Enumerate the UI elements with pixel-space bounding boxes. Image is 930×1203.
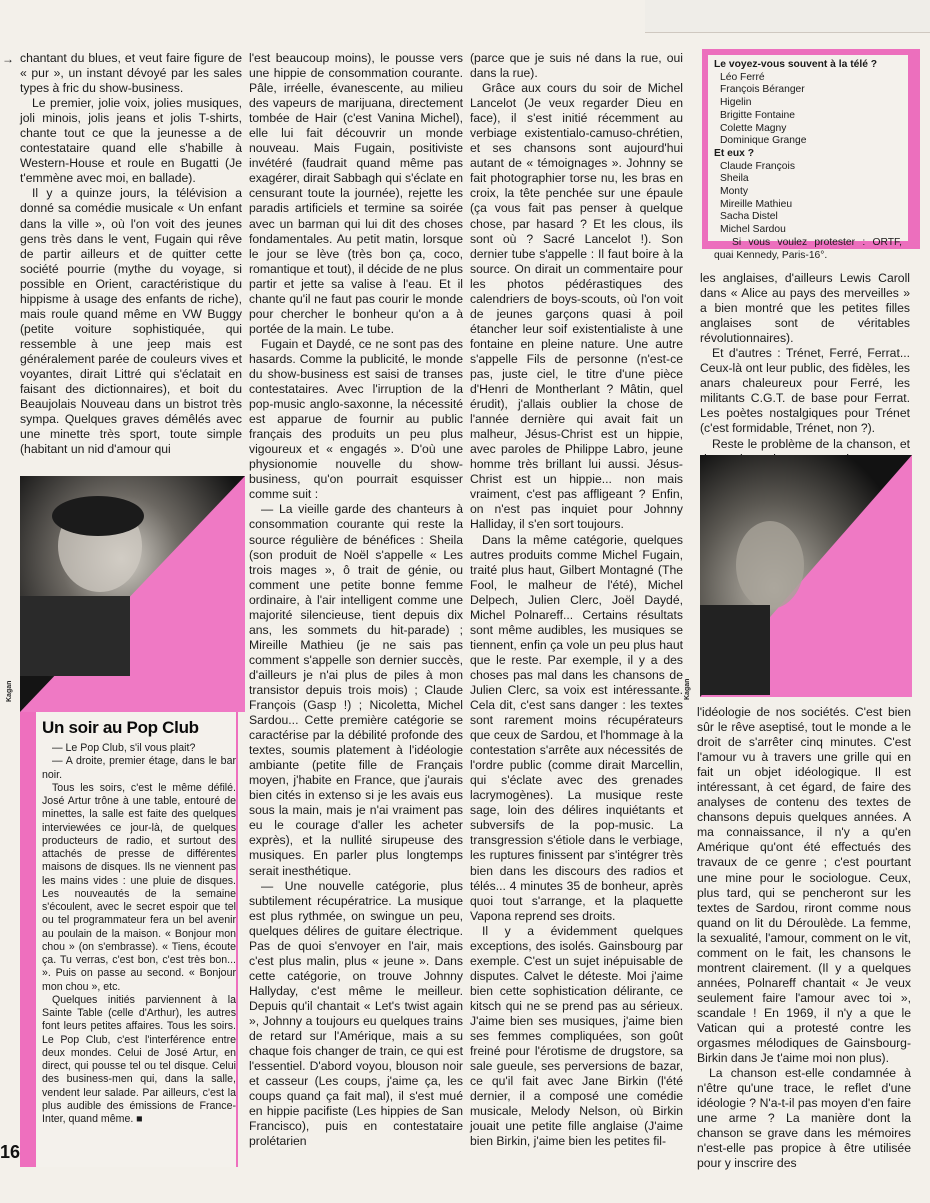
artist-name: Dominique Grange bbox=[720, 135, 807, 147]
paragraph: Dans la même catégorie, quelques autres produits comme Michel Fugain, traité plus haut, Gilbert Montagné (The Fool, le malheur de l'été), Michel Delpech, Julien Clerc, Joël Daydé, Michel Polnareff... Certains résultats sont même audibles, les musiques se tiennent, enfin ça vole un peu plus haut que le reste. Par exemple, il y a des choses pas mal dans les chansons de Julien Clerc, sa voix est intéressante. Cela dit, c'est sans danger : les textes sont rarement moins récupérateurs que ceux de Sardou, et l'hommage à la contestation s'arrête aux nécessités de l'ordre public (comme dirait Marcellin, qui s'éclate avec des grenades lacrymogènes). La musique reste sage, loin des délires inquiétants et subversifs de la pop-music. La transgression s'étiole dans le verbiage, les ruptures finissent par s'intégrer très bien dans les discours des radios et télés... 4 minutes 35 de bonheur, après quoi tout s'arrange, et la plaquette Vapona reprend ses droits. bbox=[470, 532, 683, 923]
tv-box-panel bbox=[708, 55, 908, 261]
paragraph: La chanson est-elle condamnée à n'être qu'une trace, le reflet d'une idéologie ? N'a-t-il pas moyen d'en faire une arme ? La manière dont la chanson se grave dans les mémoires n'est-elle pas propice à être utilisée pour y inscrire des bbox=[697, 1066, 911, 1171]
paragraph: les anglaises, d'ailleurs Lewis Caroll dans « Alice au pays des merveilles » a bien montré que les petites filles anglaises sont de véritables révolutionnaires). bbox=[700, 271, 910, 346]
artist-name: Sheila bbox=[720, 173, 749, 185]
tv-question-box bbox=[702, 49, 920, 261]
protest-address: Si vous voulez protester : ORTF, quai Kennedy, Paris-16°. bbox=[714, 236, 902, 261]
paragraph: Et d'autres : Trénet, Ferré, Ferrat... Ceux-là ont leur public, des fidèles, les anars chaleureux pour Ferré, les militants C.G.T. de base pour Ferrat. Les poètes nostalgiques pour Trénet (c'est formidable, Trénet, non ?). bbox=[700, 346, 910, 436]
artist-name: Claude François bbox=[720, 160, 795, 172]
sidebar-paragraph: Tous les soirs, c'est le même défilé. José Artur trône à une table, entouré de minettes, la salle est faite des quelques interviewées ce jour-là, de quelques producteurs de radio, et surtout des attachés de presse de différentes maisons de disques. Ils ne viennent pas les mains vides : une pluie de disques. Les nouveautés de la semaine s'écoulent, avec le secret espoir que tel ou tel programmateur fera un bel avenir au poulain de la maison. « Bonjour mon chou » (on s'embrasse). « Tiens, écoute ça. Tu verras, c'est bon, c'est très bon... ». Puis on passe au second. « Bonjour mon chou », etc. bbox=[42, 781, 236, 993]
artist-name: Monty bbox=[720, 186, 749, 198]
column-d-continued bbox=[697, 705, 911, 1171]
paragraph: Il y a quinze jours, la télévision a donné sa comédie musicale « Un enfant dans la ville », où l'on voit des jeunes gens très dans le vent, Fugain qui rêve de partir ailleurs et de quitter cette société pourrie (mythe du voyage, si possible en Orient, caractéristique du hippisme à usage des enfants de riche), mais roule quand même en VW Buggy (petite voiture sophistiquée, qui ressemble à une jeep mais est généralement parée de couleurs vives et voyantes, dirait Littré qui s'éclatait en faisant des dictionnaires), et boit du Beaujolais Nouveau dans un bistrot très sympa. Quelques graves démêlés avec une minette très sport, toute simple (habitant un nid d'amour qui bbox=[20, 186, 242, 457]
paragraph: Le premier, jolie voix, jolies musiques, joli minois, jolis jeans et jolis T-shirts, chante tout ce que la jeunesse a de contestataire quand elle s'habille à Western-House et roule en Bugatti (Je t'emmène avec moi, en ballade). bbox=[20, 96, 242, 186]
artist-name: Michel Sardou bbox=[720, 224, 786, 236]
paragraph: Grâce aux cours du soir de Michel Lancelot (Je veux regarder Dieu en face), il s'est initié récemment au verbiage existentialo-camuso-chrétien, et ses chansons sont aujourd'hui autant de « témoignages ». Johnny se fait photographier torse nu, les bras en croix, la tête penchée sur une épaule (ça vous fait pas penser à quelque chose, par hasard ? Et les clous, ils sont où ? Sacré Lancelot !). Son dernier tube s'appelle : Il faut boire à la source. On dirait un commentaire pour les photos pédérastiques des calendriers de boys-scouts, où l'on voit de jeunes garçons quasi à poil étancher leur soif existentialiste à une fontaine en pleine nature. Une autre s'appelle Fils de personne (n'est-ce pas, juste ciel, le titre d'une pièce d'Henri de Montherlant ? Mâtin, quel érudit), j'allais oublier la chose de l'année dernière qui avait fait un malheur, Jésus-Christ est un hippie, avec paroles de Philippe Labro, jeune homme très brillant lui aussi. Jésus-Christ est un hippie... non mais vraiment, c'est pas affligeant ? Enfin, on n'est pas inquiet pour Johnny Halliday, il s'en sort toujours. bbox=[470, 81, 683, 532]
sidebar-title: Un soir au Pop Club bbox=[42, 718, 199, 737]
artist-name: Sacha Distel bbox=[720, 211, 778, 223]
paragraph: Reste le problème de la chanson, et bbox=[712, 436, 910, 451]
sidebar-paragraph: — A droite, premier étage, dans le bar noir. bbox=[42, 755, 236, 781]
paragraph: Il y a évidemment quelques exceptions, des isolés. Gainsbourg par exemple. C'est un sujet inépuisable de disputes. Calvet le déteste. Moi j'aime bien cette sophistication délirante, ce kitsch qui ne se prend pas au sérieux. J'aime bien ses musiques, j'aime bien ses femmes compliquées, son goût freiné pour l'érotisme de drugstore, sa sale gueule, ses perversions de bazar, ce qu'il fait avec Jane Birkin (l'été dernier, il a composé une comédie musicale, Melody Nelson, où Birkin jouait une petite fille anglaise (J'aime bien Birkin, j'aime bien les petites fil- bbox=[470, 923, 683, 1149]
column-b bbox=[249, 51, 463, 1149]
sidebar-paragraph: Quelques initiés parviennent à la Sainte Table (celle d'Arthur), les autres font leurs petites affaires. Tous les soirs. Le Pop Club, c'est l'interférence entre deux mondes. Celui de José Artur, en direct, qui pousse tel ou tel disque. Celui des business-men qui, dans la salle, vendent leur salade. Par ailleurs, c'est la plus audible des émissions de France-Inter, quand même. ■ bbox=[42, 993, 236, 1125]
column-a bbox=[20, 51, 242, 457]
photo-credit-left: Kagan bbox=[6, 680, 13, 702]
photo-image bbox=[20, 476, 245, 712]
artist-name: François Béranger bbox=[720, 84, 805, 96]
artist-name: Mireille Mathieu bbox=[720, 198, 793, 210]
sidebar-paragraph: — Le Pop Club, s'il vous plait? bbox=[52, 742, 196, 754]
tv-question-1: Le voyez-vous souvent à la télé ? bbox=[714, 59, 878, 70]
artist-name: Léo Ferré bbox=[720, 71, 765, 83]
paragraph: — La vieille garde des chanteurs à consommation courante qui reste la source régulière de bénéfices : Sheila (son produit de Noël s'appelle « Les trois mages », ô trait de génie, ou comment une petite bonne femme ordinaire, à l'air intelligent comme une majorité silencieuse, tient depuis dix ans, les sommets du hit-parade) ; Mireille Mathieu (je ne sais pas comment s'appelle son dernier succès, d'ailleurs je n'ai plus de piles à mon transistor depuis trois mois) ; Claude François (Gasp !) ; Nicoletta, Michel Sardou... Cette première catégorie se caractérise par la débilité profonde des textes, soumis platement à l'idéologie ambiante (petite fille de Français moyen, j'habite en France, que j'aurais bien cités in extenso si je les avais eus sous la main, mais je n'ai vraiment pas eu le courage d'aller les acheter exprès), et la nullité sirupeuse des musiques. En parler plus longtemps serait inesthétique. bbox=[249, 502, 463, 878]
paragraph: (parce que je suis né dans la rue, oui dans la rue). bbox=[470, 51, 683, 81]
tv-question-2: Et eux ? bbox=[714, 147, 755, 159]
paragraph: Fugain et Daydé, ce ne sont pas des hasards. Comme la publicité, le monde du show-business est saisi de transes contestataires. Avec l'irruption de la pop-music anglo-saxonne, la nécessité est apparue de fournir au public français des produits un peu plus vigoureux et « engagés ». D'où une physionomie nouvelle du show-business, qu'on pourrait esquisser comme suit : bbox=[249, 336, 463, 502]
photo-singer-left bbox=[20, 476, 245, 712]
artist-name: Brigitte Fontaine bbox=[720, 109, 795, 121]
sidebar-pop-club bbox=[20, 712, 238, 1167]
artist-name: Colette Magny bbox=[720, 122, 787, 134]
column-c bbox=[470, 51, 683, 1149]
column-d bbox=[700, 271, 910, 467]
paragraph: chantant du blues, et veut faire figure de « pur », un instant dévoyé par les sales types à fric du show-business. bbox=[20, 51, 242, 96]
paragraph: — Une nouvelle catégorie, plus subtilement récupératrice. La musique est plus rythmée, on swingue un peu, quelques délires de guitare électrique. Pas de quoi s'envoyer en l'air, mais c'est plus malin, plus « jeune ». Dans cette catégorie, on trouve Johnny Hallyday, c'est même le meilleur. Depuis qu'il chantait « Let's twist again », Johnny a toujours eu quelques trains de retard sur l'Amérique, mais a su chaque fois changer de train, ce qui est l'essentiel. D'abord voyou, blouson noir et casseur (Les coups, j'aime ça, les coups quand ça fait mal), il s'est mué en hippie pacifiste (Les hippies de San Francisco), puis en contestataire prolétarien bbox=[249, 878, 463, 1149]
paragraph: l'idéologie de nos sociétés. C'est bien sûr le rêve aseptisé, tout le monde a le droit de s'arrêter cinq minutes. C'est l'amour vu à travers une grille qui en fait un objet idéologique. Il est intéressant, à cet égard, de faire des analyses de contenu des textes de chansons depuis quelques années. A ma connaissance, il n'y a qu'en Amérique qu'ont été effectués des travaux de ce genre ; c'est pourtant une mine pour le sociologue. Ceux, plus tard, qui se pencheront sur les textes de Sardou, riront comme nous quand on lit du Déroulède. La femme, la sexualité, l'amour, comment on le vit, comment on le fait, les chansons le montrent clairement. (Il y a quelques années, Polnareff chantait « Je veux seulement faire l'amour avec toi », scandale ! En 1969, il n'y a que le Vatican qui a protesté contre les orgasmes mélodiques de Gainsbourg-Birkin dans Je t'aime moi non plus). bbox=[697, 705, 911, 1066]
paragraph: l'est beaucoup moins), le pousse vers une hippie de consommation courante. Pâle, irréelle, évanescente, au milieu des vapeurs de marijuana, directement tombée de Hair (c'est Vanina Michel), elle lui fait découvrir un monde nouveau. Mais Fugain, positiviste invétéré (faudrait quand même pas exagérer, dirait Sabbagh qui s'éclate en censurant toute la journée), rejette les paradis artificiels et termine sa soirée avec un barman qui lui dit des choses fondamentales. Au petit matin, lorsque le jour se lève (très bon ça, coco, romantique et tout), il décide de ne plus partir et jette sa valise à l'eau. Et il chante qu'il ne faut pas courir le monde pour chercher le bonheur qu'on a à portée de la main. Le tube. bbox=[249, 51, 463, 336]
photo-credit-right: Kagan bbox=[684, 678, 691, 700]
margin-arrow: → bbox=[2, 52, 14, 66]
photo-singer-right bbox=[700, 455, 912, 697]
photo-image bbox=[700, 455, 912, 697]
sidebar-body bbox=[42, 742, 236, 1126]
page-top-strip bbox=[645, 0, 930, 33]
page-number: 16 bbox=[0, 1142, 21, 1162]
artist-name: Higelin bbox=[720, 97, 752, 109]
